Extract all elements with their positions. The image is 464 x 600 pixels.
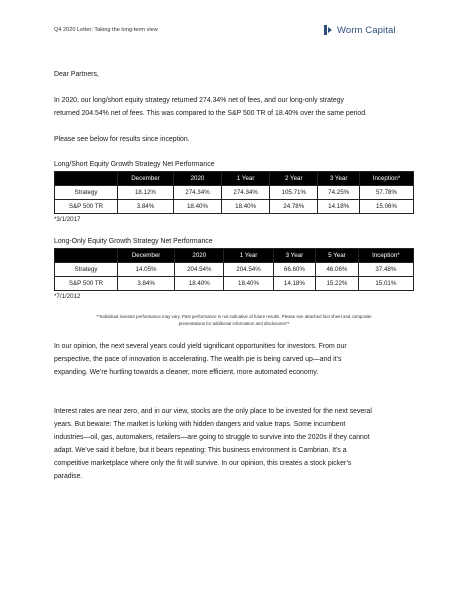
brand-name: Worm Capital <box>337 24 396 36</box>
brand-logo <box>322 24 396 36</box>
table-cell: Strategy <box>55 186 118 200</box>
table-cell: 74.25% <box>318 186 360 200</box>
interest-rates-paragraph <box>54 405 414 483</box>
table-header-cell: 2020 <box>175 249 224 263</box>
table-header-cell: 3 Year <box>273 249 316 263</box>
intro-line: In 2020, our long/short equity strategy returned 274.34% net of fees, and our long-only strategy <box>54 97 344 104</box>
performance-disclaimer <box>54 313 414 327</box>
table-cell: 3.84% <box>118 277 175 291</box>
table-cell: 18.40% <box>173 200 221 214</box>
table-header-cell: 5 Year <box>316 249 359 263</box>
table-cell: 18.12% <box>118 186 174 200</box>
paragraph-line: In our opinion, the next several years could yield significant opportunities for investors. From our <box>54 343 347 350</box>
paragraph-line: years. But beware: The market is lurking with hidden dangers and value traps. Some incumbent <box>54 421 346 428</box>
opportunities-paragraph <box>54 340 414 379</box>
intro-line: returned 204.54% net of fees. This was compared to the S&P 500 TR of 18.40% over the same period. <box>54 110 367 117</box>
long-short-performance-table <box>54 171 414 214</box>
letter-body <box>54 68 414 496</box>
paragraph-line: Interest rates are near zero, and in our view, stocks are the only place to be invested for the next several <box>54 408 372 415</box>
table2-inception-note: *7/1/2012 <box>54 293 81 300</box>
paragraph-line: paradise. <box>54 473 83 480</box>
table-cell: 15.01% <box>358 277 413 291</box>
table-cell: 24.78% <box>270 200 318 214</box>
table-header-cell: 1 Year <box>222 172 270 186</box>
table-header-cell: Inception* <box>358 249 413 263</box>
table-header-cell: 2 Year <box>270 172 318 186</box>
table-header-cell: 2020 <box>173 172 221 186</box>
table-row <box>55 263 414 277</box>
table-row <box>55 200 414 214</box>
table-cell: Strategy <box>55 263 118 277</box>
table-cell: 18.40% <box>222 200 270 214</box>
table-header-cell: 3 Year <box>318 172 360 186</box>
table-header-row <box>55 172 414 186</box>
table-cell: 274.34% <box>173 186 221 200</box>
table-cell: 14.05% <box>118 263 175 277</box>
table-cell: 37.48% <box>358 263 413 277</box>
table-header-row <box>55 249 414 263</box>
paragraph-line: industries—oil, gas, automakers, retailers—are going to struggle to survive into the 2020s if they cannot <box>54 434 370 441</box>
table-header-cell <box>55 249 118 263</box>
table-header-cell: 1 Year <box>224 249 273 263</box>
table1-inception-note: *3/1/2017 <box>54 216 81 223</box>
table-cell: 18.40% <box>175 277 224 291</box>
table-header-cell <box>55 172 118 186</box>
table-cell: 14.18% <box>273 277 316 291</box>
table-cell: S&P 500 TR <box>55 200 118 214</box>
table-cell: 3.84% <box>118 200 174 214</box>
table-cell: 18.40% <box>224 277 273 291</box>
table1-title: Long/Short Equity Growth Strategy Net Performance <box>54 161 215 168</box>
table-cell: 57.78% <box>359 186 413 200</box>
table-cell: 46.06% <box>316 263 359 277</box>
table-cell: 204.54% <box>224 263 273 277</box>
table-cell: 105.71% <box>270 186 318 200</box>
disclaimer-line: **Individual investor performance may vary. Past performance is not indicative of future results. Please see attached fact sheet and composite <box>96 314 372 319</box>
worm-capital-logo-icon <box>322 24 334 36</box>
table-header-cell: December <box>118 249 175 263</box>
disclaimer-line: presentations for additional information and disclosures** <box>178 321 290 326</box>
table-row <box>55 186 414 200</box>
table-cell: S&P 500 TR <box>55 277 118 291</box>
table-cell: 204.54% <box>175 263 224 277</box>
table-header-cell: December <box>118 172 174 186</box>
paragraph-line: competitive marketplace where only the fit will survive. In our opinion, this creates a stock picker’s <box>54 460 352 467</box>
see-below-text: Please see below for results since inception. <box>54 136 190 143</box>
table2-title: Long-Only Equity Growth Strategy Net Performance <box>54 238 213 245</box>
document-header-title: Q4 2020 Letter: Taking the long-term view <box>54 27 158 33</box>
intro-paragraph <box>54 94 414 120</box>
table-cell: 14.18% <box>318 200 360 214</box>
greeting: Dear Partners, <box>54 71 99 78</box>
table-cell: 66.60% <box>273 263 316 277</box>
table-cell: 15.06% <box>359 200 413 214</box>
table-cell: 274.34% <box>222 186 270 200</box>
paragraph-line: perspective, the pace of innovation is accelerating. The wealth pie is being carved up—and it’s <box>54 356 342 363</box>
table-row <box>55 277 414 291</box>
table-header-cell: Inception* <box>359 172 413 186</box>
paragraph-line: adapt. We’ve said it before, but it bears repeating: This business environment is Cambrian. It’s a <box>54 447 347 454</box>
table-cell: 15.22% <box>316 277 359 291</box>
paragraph-line: expanding. We’re hurtling towards a cleaner, more efficient, more automated economy. <box>54 369 319 376</box>
long-only-performance-table <box>54 248 414 291</box>
